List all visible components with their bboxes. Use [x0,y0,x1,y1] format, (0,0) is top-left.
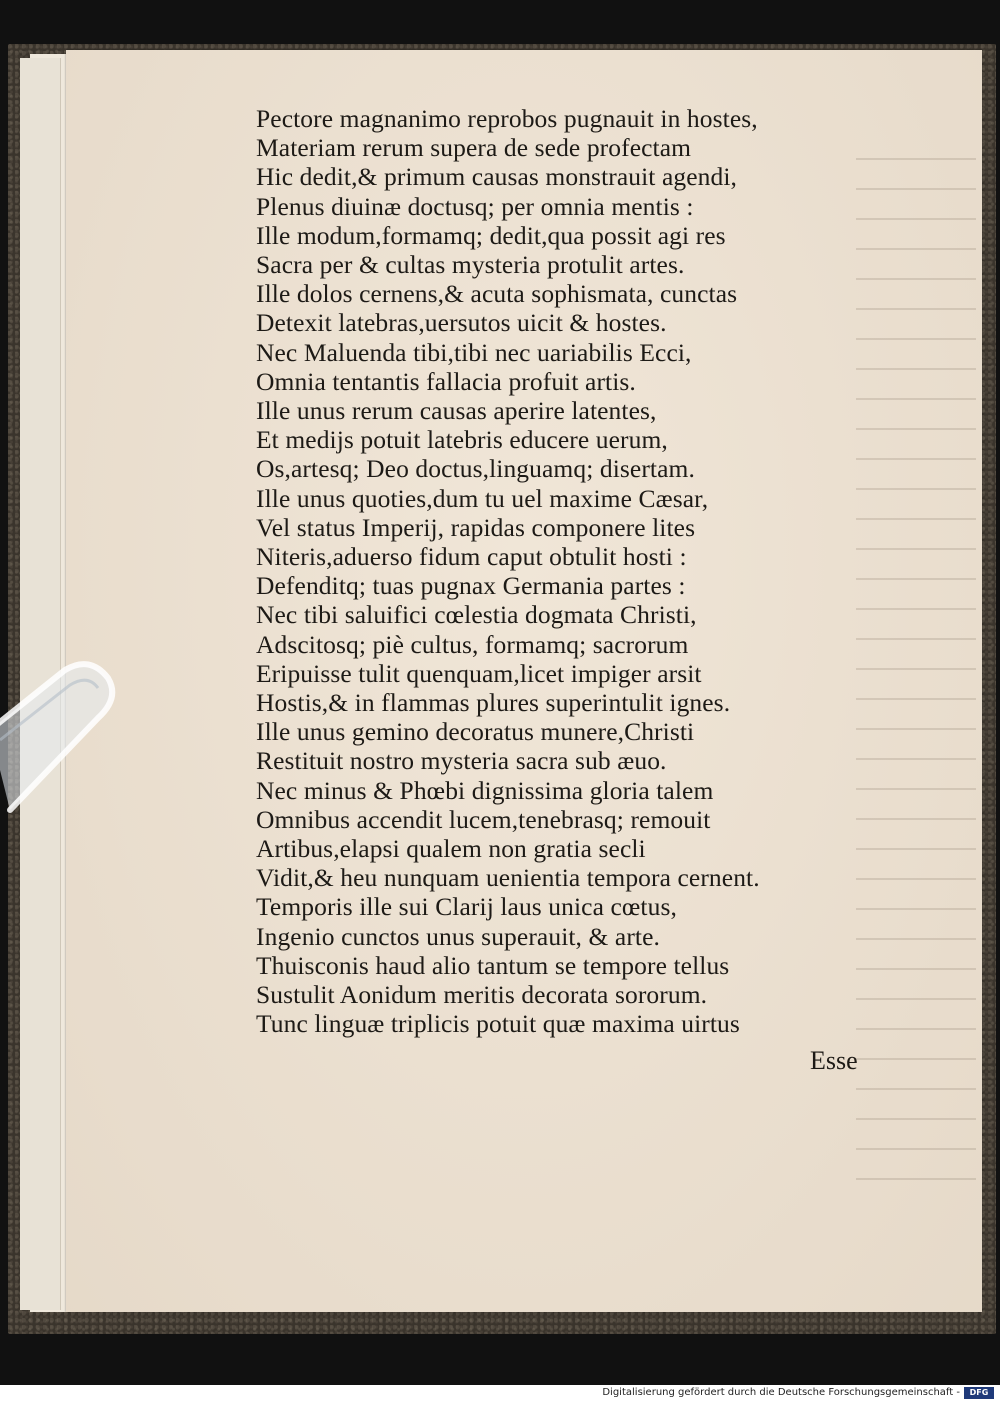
verse-line: Ingenio cunctos unus superauit, & arte. [256,921,661,951]
verse-line: Sustulit Aonidum meritis decorata sororum. [256,980,708,1010]
verse-line: Ille unus quoties,dum tu uel maxime Cæsar, [256,483,709,513]
verse-line: Hic dedit,& primum causas monstrauit agendi, [256,162,738,192]
verse-line: Pectore magnanimo reprobos pugnauit in hostes, [256,104,758,133]
poem-text [256,104,896,1039]
verse-line: Artibus,elapsi qualem non gratia secli [256,834,646,864]
verse-line: Ille modum,formamq; dedit,qua possit agi res [256,220,726,250]
verse-line: Tunc linguæ triplicis potuit quæ maxima uirtus [256,1009,740,1039]
verse-line: Materiam rerum supera de sede profectam [256,133,692,163]
footer-bar [0,1385,1000,1402]
verse-line: Adscitosq; piè cultus, formamq; sacrorum [256,629,689,659]
verse-line: Defenditq; tuas pugnax Germania partes : [256,571,686,601]
catchword: Esse [810,1046,858,1075]
footer-credit: Digitalisierung gefördert durch die Deutsche Forschungsgemeinschaft - [602,1387,960,1398]
verse-line: Nec tibi saluifici cœlestia dogmata Christi, [256,600,697,630]
verse-line: Detexit latebras,uersutos uicit & hostes. [256,308,667,338]
verse-line: Niteris,aduerso fidum caput obtulit hosti : [256,542,687,572]
verse-line: Ille dolos cernens,& acuta sophismata, cunctas [256,279,738,309]
verse-line: Plenus diuinæ doctusq; per omnia mentis : [256,191,694,221]
verse-line: Os,artesq; Deo doctus,linguamq; disertam. [256,454,695,484]
verse-line: Eripuisse tulit quenquam,licet impiger arsit [256,658,702,688]
verse-line: Vel status Imperij, rapidas componere lites [256,512,696,542]
verse-line: Ille unus rerum causas aperire latentes, [256,396,657,426]
verse-line: Temporis ille sui Clarij laus unica cœtus, [256,892,677,922]
verse-line: Vidit,& heu nunquam uenientia tempora cernent. [256,863,760,893]
verse-line: Nec Maluenda tibi,tibi nec uariabilis Ecci, [256,337,692,367]
page-clip [0,660,120,820]
verse-line: Omnibus accendit lucem,tenebrasq; remouit [256,804,711,834]
verse-line: Sacra per & cultas mysteria protulit artes. [256,250,685,280]
dfg-logo-icon: DFG [964,1387,994,1399]
verse-line: Nec minus & Phœbi dignissima gloria talem [256,775,714,805]
verse-line: Omnia tentantis fallacia profuit artis. [256,366,636,396]
verse-line: Hostis,& in flammas plures superintulit ignes. [256,688,731,718]
verse-line: Restituit nostro mysteria sacra sub æuo. [256,746,667,776]
verse-line: Et medijs potuit latebris educere uerum, [256,425,668,455]
verse-line: Thuisconis haud alio tantum se tempore tellus [256,950,730,980]
verse-line: Ille unus gemino decoratus munere,Christi [256,717,695,747]
